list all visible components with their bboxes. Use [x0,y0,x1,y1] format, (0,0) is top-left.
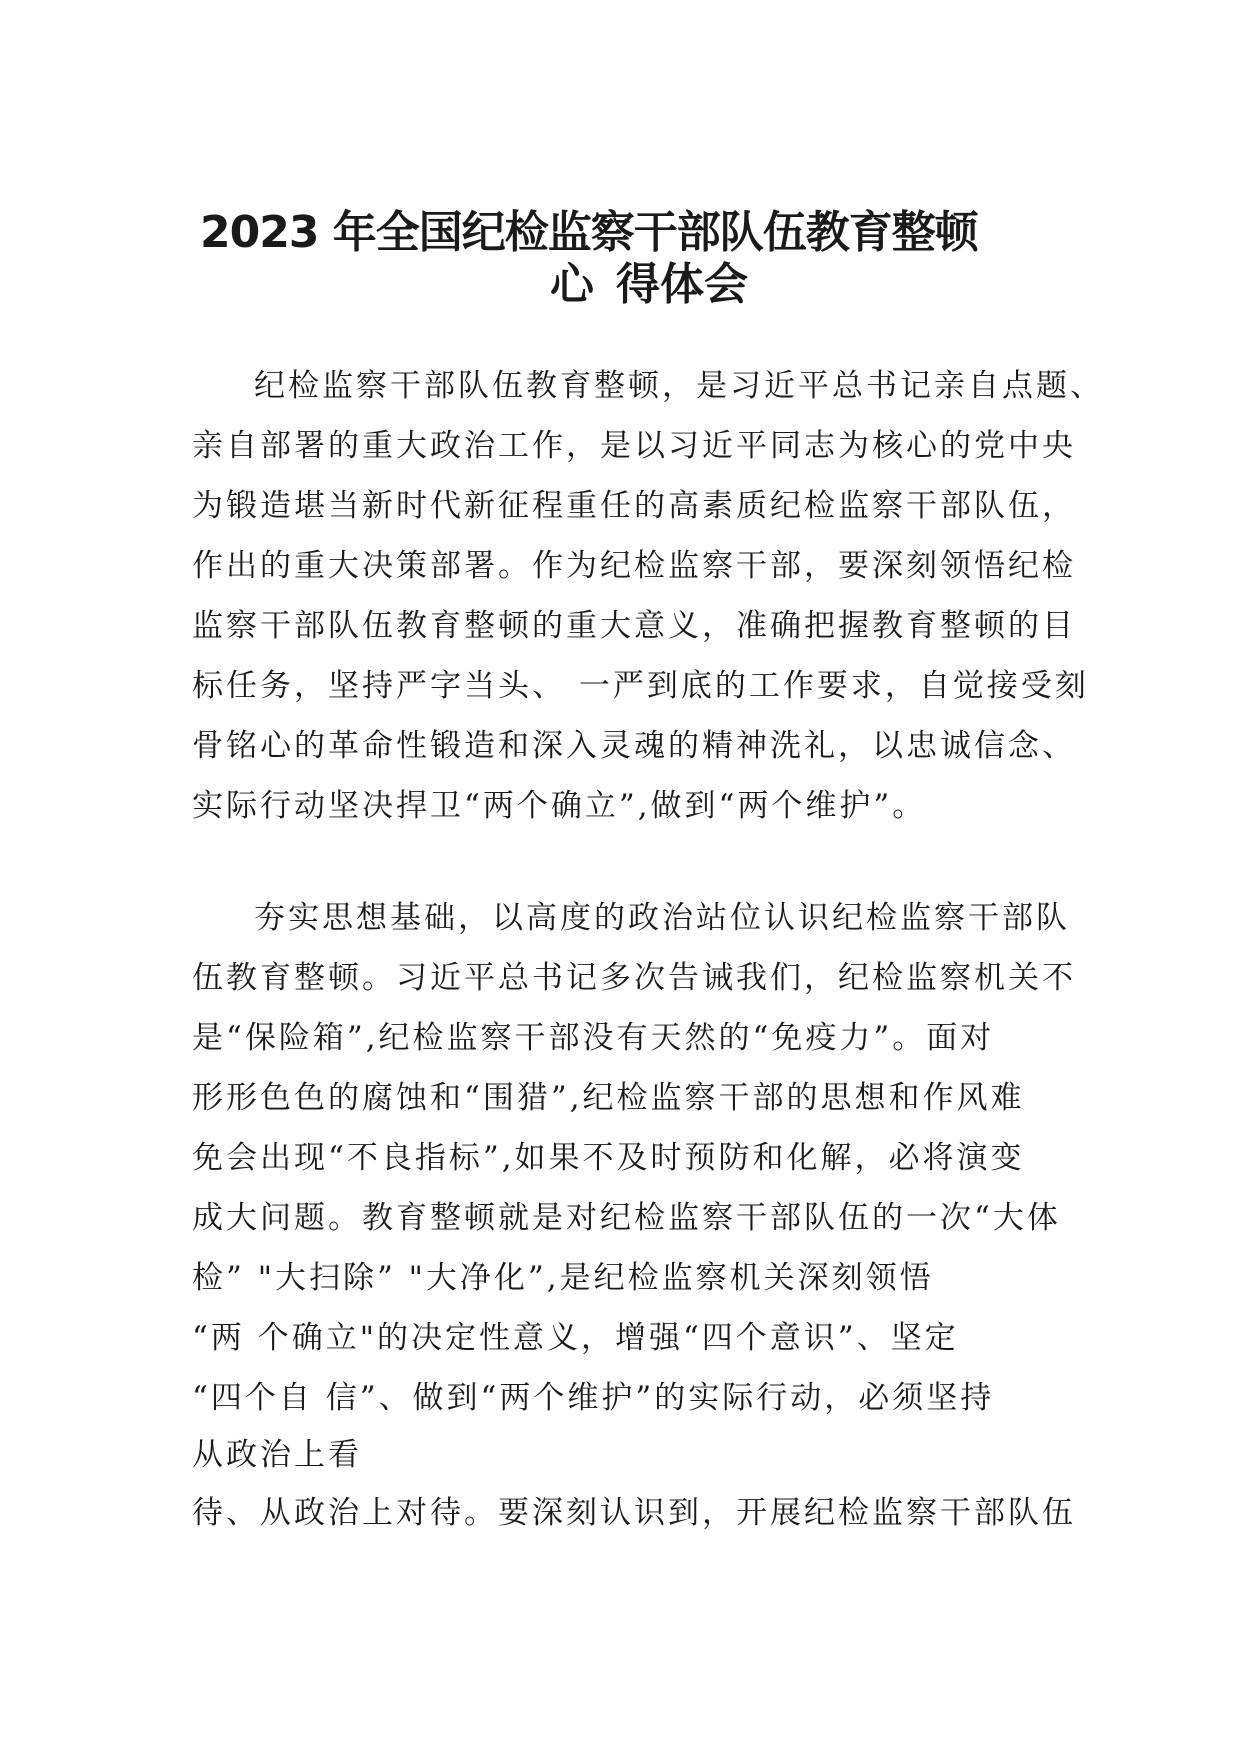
text-line: 形形色色的腐蚀和“围猎”,纪检监察干部的思想和作风难 [192,1080,1025,1116]
text-line: 实际行动坚决捍卫“两个确立”,做到“两个维护”。 [192,788,927,824]
title-line-1: 2023 年全国纪检监察干部队伍教育整顿 [200,207,978,258]
text-line: 待、从政治上对待。要深刻认识到，开展纪检监察干部队伍 [192,1495,1076,1531]
text-line: 骨铭心的革命性锻造和深入灵魂的精神洗礼，以忠诚信念、 [192,728,1076,764]
text-line: 纪检监察干部队伍教育整顿，是习近平总书记亲自点题、 [254,368,1104,404]
text-line: 亲自部署的重大政治工作，是以习近平同志为核心的党中央 [192,428,1076,464]
text-line: 从政治上看 [192,1437,362,1473]
text-line: 作出的重大决策部署。作为纪检监察干部，要深刻领悟纪检 [192,548,1076,584]
text-line: 是“保险箱”,纪检监察干部没有天然的“免疫力”。面对 [192,1020,995,1056]
text-line: 监察干部队伍教育整顿的重大意义，准确把握教育整顿的目 [192,608,1076,644]
title-line-2-part-a: 心 [550,259,594,310]
text-line: 伍教育整顿。习近平总书记多次告诫我们，纪检监察机关不 [192,960,1076,996]
text-line: “两 个确立"的决定性意义，增强“四个意识”、坚定 [192,1320,959,1356]
text-line: “四个自 信”、做到“两个维护”的实际行动，必须坚持 [192,1380,995,1416]
paragraph-2 [192,888,1092,1543]
text-line: 标任务，坚持严字当头、 一严到底的工作要求，自觉接受刻 [192,668,1089,704]
paragraph-1 [192,356,1104,836]
text-line: 检” "大扫除” "大净化”,是纪检监察机关深刻领悟 [192,1260,934,1296]
text-line: 为锻造堪当新时代新征程重任的高素质纪检监察干部队伍， [192,488,1076,524]
text-line: 成大问题。教育整顿就是对纪检监察干部队伍的一次“大体 [192,1200,1061,1236]
text-line: 免会出现“不良指标”,如果不及时预防和化解，必将演变 [192,1140,1025,1176]
text-line: 夯实思想基础，以高度的政治站位认识纪检监察干部队 [254,900,1070,936]
title-line-2 [550,252,748,318]
title-line-2-part-b: 得体会 [616,259,748,310]
